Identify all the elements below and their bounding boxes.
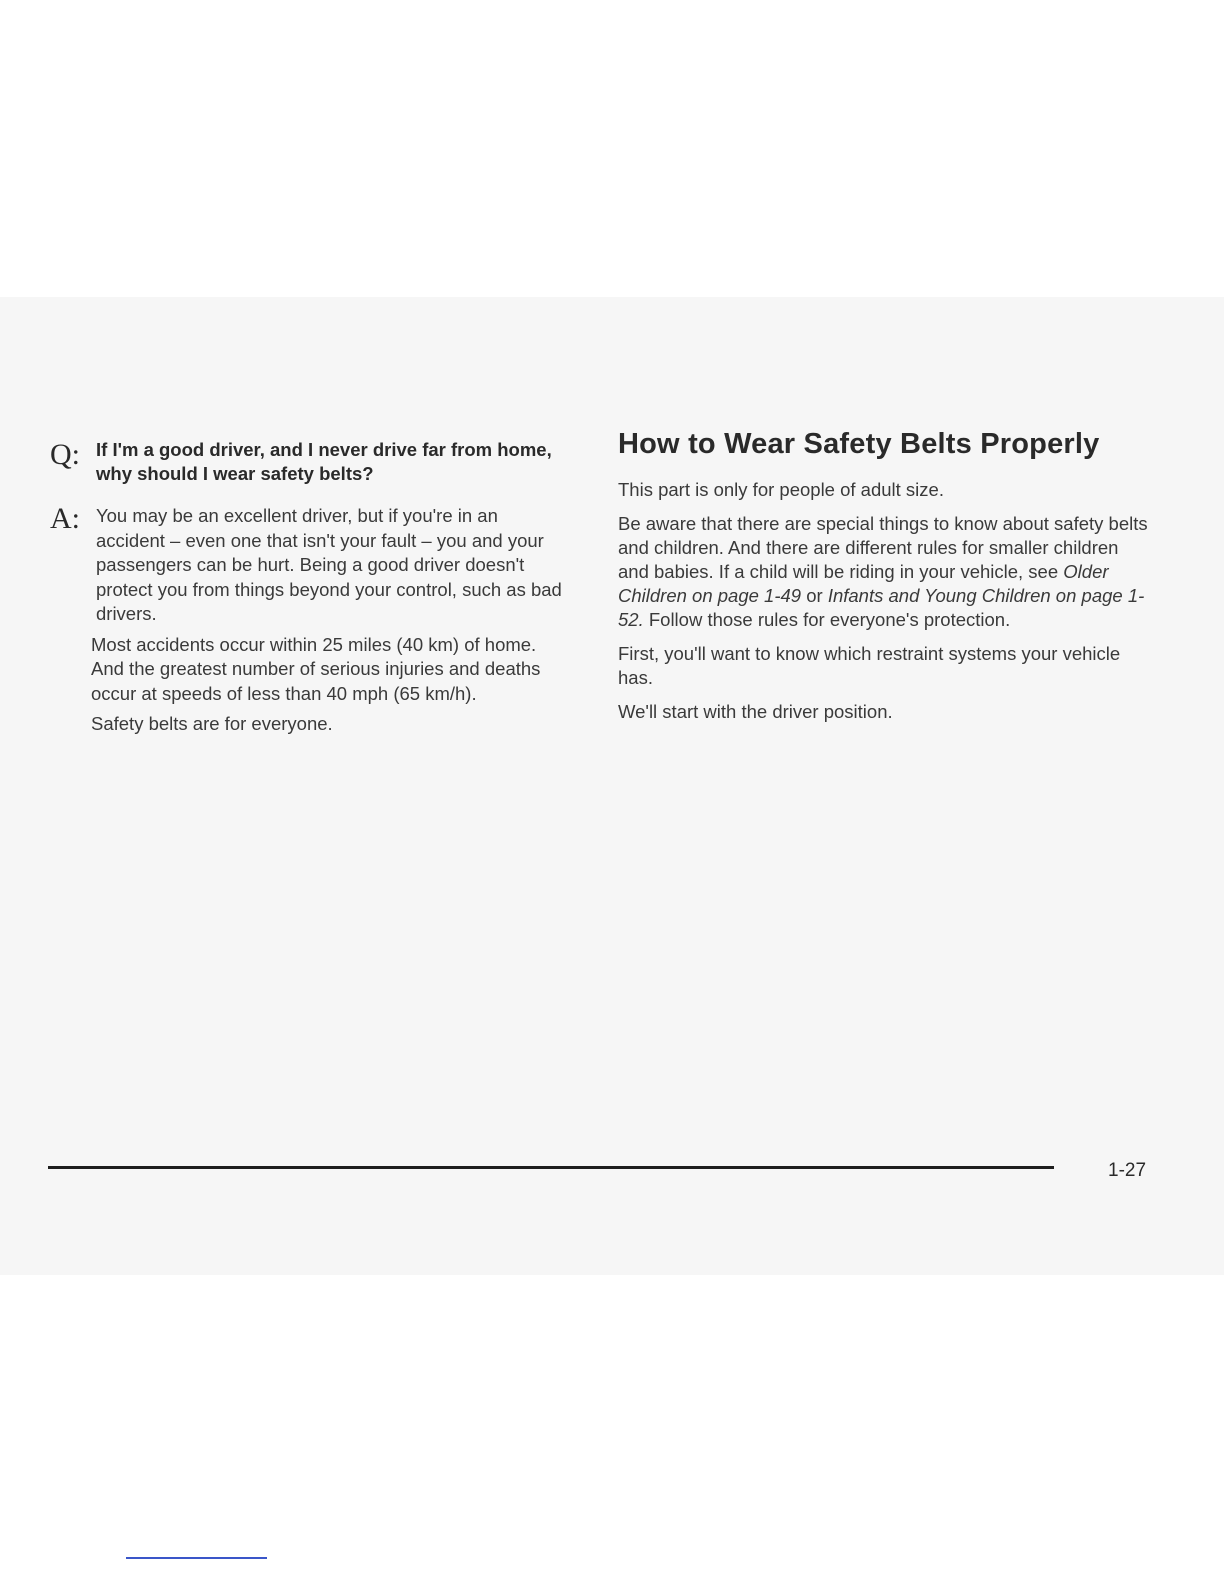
children-rules-text-start: Be aware that there are special things to know about safety belts and children. And there are different rules for smaller children and babies. If a child will be riding in your vehicle, see <box>618 513 1148 582</box>
children-rules-text-or: or <box>801 585 828 606</box>
answer-marker: A: <box>50 502 80 535</box>
paragraph-restraint-systems: First, you'll want to know which restraint systems your vehicle has. <box>618 643 1121 688</box>
paragraph-children-rules <box>618 512 1148 632</box>
children-rules-text-end: Follow those rules for everyone's protection. <box>643 609 1011 630</box>
question-text: If I'm a good driver, and I never drive far from home, why should I wear safety belts? <box>96 439 552 484</box>
question-marker: Q: <box>50 438 80 471</box>
footer-rule <box>48 1166 1054 1169</box>
answer-paragraph-accidents: Most accidents occur within 25 miles (40 km) of home. And the greatest number of serious injuries and deaths occur at speeds of less than 40 mph (65 km/h). <box>91 633 541 704</box>
infants-reference[interactable]: Infants and Young Children on page 1-52. <box>618 585 1145 630</box>
section-heading: How to Wear Safety Belts Properly <box>618 428 1100 460</box>
question-block <box>50 438 570 486</box>
paragraph-adult-size: This part is only for people of adult size. <box>618 479 944 500</box>
section-column <box>618 426 1148 734</box>
bottom-link-underline <box>126 1557 267 1559</box>
older-children-reference[interactable]: Older Children on page 1-49 <box>618 561 1109 606</box>
answer-block <box>50 504 570 627</box>
qa-column <box>50 430 570 737</box>
page-number: 1-27 <box>1108 1160 1147 1181</box>
answer-text: You may be an excellent driver, but if you're in an accident – even one that isn't your fault – you and your passengers can be hurt. Being a good driver doesn't protect you from things beyond your control, such as bad drivers. <box>96 505 562 624</box>
paragraph-driver-position: We'll start with the driver position. <box>618 701 893 722</box>
answer-paragraph-everyone: Safety belts are for everyone. <box>91 713 333 734</box>
